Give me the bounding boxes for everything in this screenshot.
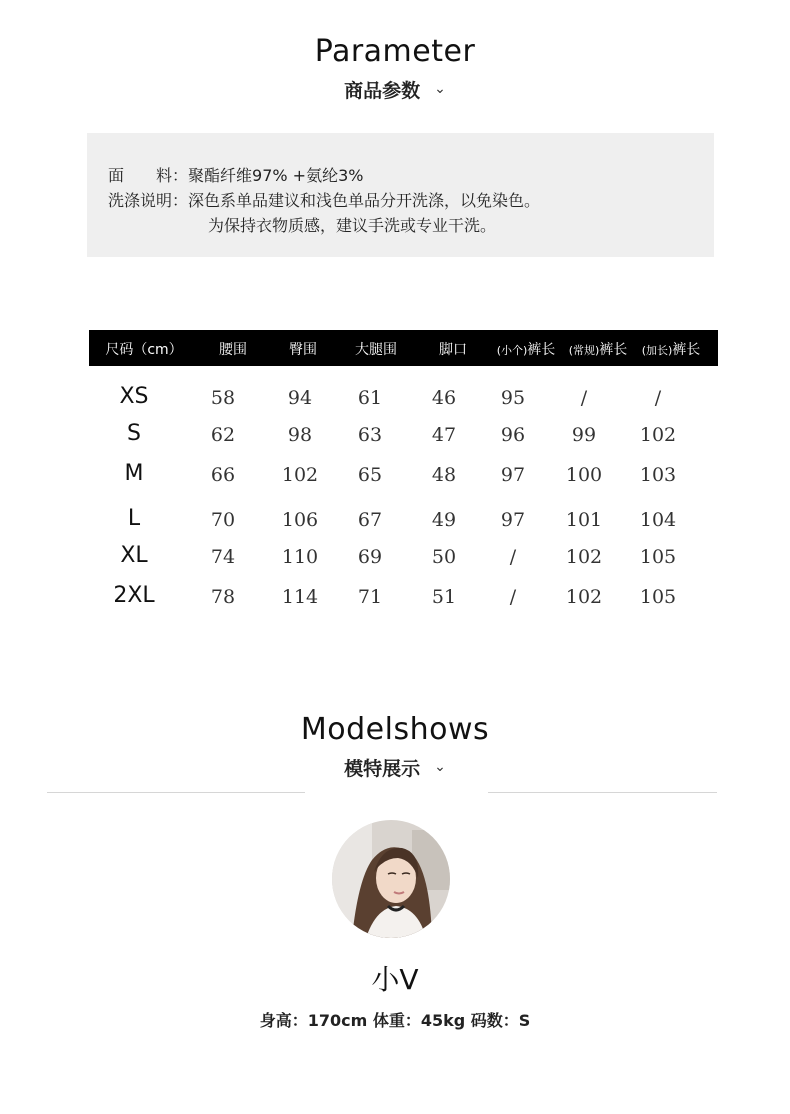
wash-line-1: 深色系单品建议和浅色单品分开洗涤，以免染色。 [188,191,541,210]
model-photo-icon [332,820,450,938]
modelshows-title-cn: 模特展示 [344,758,421,780]
wash-label: 洗涤说明： [108,191,189,210]
header-hip: 臀围 [289,342,317,358]
table-cell: 95 [500,387,526,409]
table-cell: 101 [565,509,603,531]
table-cell: / [509,586,517,608]
table-cell: 105 [639,586,677,608]
chevron-down-icon: ⌄ [434,758,446,775]
header-length-regular [569,339,628,359]
size-table-header [89,330,718,366]
table-cell: 103 [639,464,677,486]
divider-right [488,792,717,793]
table-cell: 70 [210,509,236,531]
table-cell: 65 [357,464,383,486]
table-cell: 94 [287,387,313,409]
table-cell: 105 [639,546,677,568]
header-length-petite-main: 裤长 [527,342,556,358]
divider-left [47,792,305,793]
size-label: XL [120,543,148,568]
table-cell: 102 [639,424,677,446]
table-cell: 58 [210,387,236,409]
table-cell: 49 [431,509,457,531]
table-cell: 100 [565,464,603,486]
parameter-box [87,133,714,257]
table-cell: 78 [210,586,236,608]
table-cell: 50 [431,546,457,568]
table-cell: / [509,546,517,568]
table-cell: 47 [431,424,457,446]
modelshows-subtitle [0,754,790,781]
modelshows-title-en: Modelshows [300,712,490,747]
fabric-value: 聚酯纤维97% +氨纶3% [188,166,364,185]
header-size: 尺码（cm） [105,342,183,358]
size-label: XS [119,384,149,409]
table-cell: 102 [565,546,603,568]
table-cell: 66 [210,464,236,486]
fabric-label: 面 料： [108,166,189,185]
size-label: L [127,506,141,531]
header-length-long-prefix: (加长) [641,344,673,357]
header-waist: 腰围 [219,342,247,358]
table-cell: / [580,387,588,409]
wash-line-2: 为保持衣物质感，建议手洗或专业干洗。 [208,216,497,235]
table-cell: 62 [210,424,236,446]
header-thigh: 大腿围 [355,342,397,358]
header-length-petite-prefix: (小个) [496,344,528,357]
header-length-long-main: 裤长 [672,342,701,358]
header-length-regular-main: 裤长 [599,342,628,358]
table-cell: 104 [639,509,677,531]
table-cell: 69 [357,546,383,568]
header-length-long [642,339,701,359]
table-cell: 102 [565,586,603,608]
table-cell: 110 [281,546,319,568]
size-label: S [127,421,141,446]
table-cell: 63 [357,424,383,446]
fabric-row [108,163,363,186]
table-cell: 114 [281,586,319,608]
table-cell: / [654,387,662,409]
table-cell: 61 [357,387,383,409]
parameter-title-cn: 商品参数 [344,80,421,102]
table-cell: 97 [500,464,526,486]
table-cell: 74 [210,546,236,568]
table-cell: 106 [281,509,319,531]
table-cell: 46 [431,387,457,409]
table-cell: 99 [571,424,597,446]
parameter-subtitle [0,76,790,103]
parameter-title-en: Parameter [314,34,476,69]
size-label: M [124,461,144,486]
table-cell: 51 [431,586,457,608]
table-cell: 98 [287,424,313,446]
table-cell: 48 [431,464,457,486]
table-cell: 96 [500,424,526,446]
table-cell: 102 [281,464,319,486]
model-avatar [332,820,450,938]
header-length-regular-prefix: (常规) [568,344,600,357]
header-length-petite [497,339,556,359]
table-cell: 97 [500,509,526,531]
table-cell: 67 [357,509,383,531]
model-stats: 身高：170cm 体重：45kg 码数：S [259,1011,531,1030]
header-hem: 脚口 [439,342,467,358]
model-name: 小V [371,963,419,996]
table-cell: 71 [357,586,383,608]
size-label: 2XL [113,583,155,608]
wash-row [108,188,540,211]
chevron-down-icon: ⌄ [434,80,446,97]
